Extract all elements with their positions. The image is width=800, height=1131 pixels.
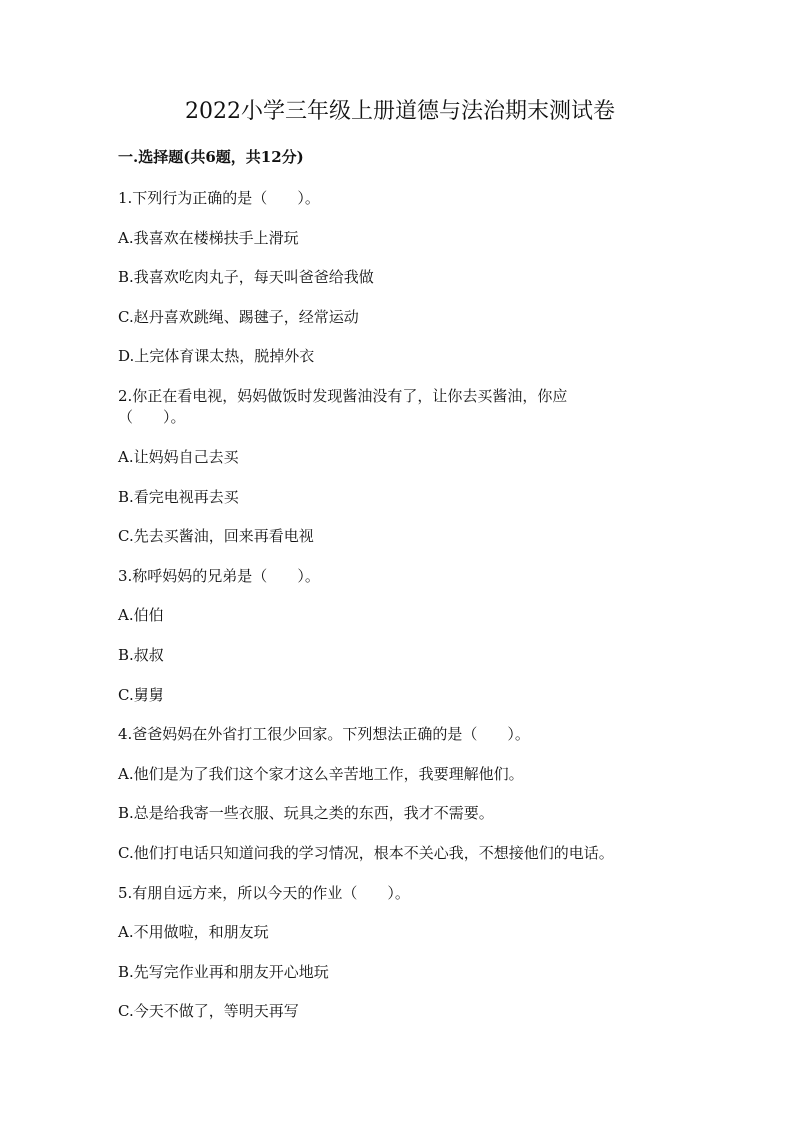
question-4-option-a: A.他们是为了我们这个家才这么辛苦地工作，我要理解他们。 (118, 765, 524, 783)
page-title: 2022小学三年级上册道德与法治期末测试卷 (185, 99, 615, 124)
question-5-stem: 5.有朋自远方来，所以今天的作业（ ）。 (118, 884, 410, 902)
question-3-stem: 3.称呼妈妈的兄弟是（ ）。 (118, 567, 320, 585)
question-2-stem: 2.你正在看电视，妈妈做饭时发现酱油没有了，让你去买酱油，你应 (118, 387, 568, 405)
question-4-option-c: C.他们打电话只知道问我的学习情况，根本不关心我，不想接他们的电话。 (118, 844, 614, 862)
question-3-option-b: B.叔叔 (118, 646, 164, 664)
question-5-option-c: C.今天不做了，等明天再写 (118, 1002, 299, 1020)
question-5-option-a: A.不用做啦，和朋友玩 (118, 923, 269, 941)
question-4-option-b: B.总是给我寄一些衣服、玩具之类的东西，我才不需要。 (118, 804, 494, 822)
question-1-option-d: D.上完体育课太热，脱掉外衣 (118, 347, 315, 365)
question-3-option-a: A.伯伯 (118, 606, 164, 624)
question-1-option-a: A.我喜欢在楼梯扶手上滑玩 (118, 229, 299, 247)
question-2-option-a: A.让妈妈自己去买 (118, 448, 239, 466)
question-2-stem-continued: （ ）。 (118, 408, 186, 426)
question-5-option-b: B.先写完作业再和朋友开心地玩 (118, 963, 329, 981)
question-3-option-c: C.舅舅 (118, 686, 164, 704)
question-2-option-b: B.看完电视再去买 (118, 488, 239, 506)
question-2-option-c: C.先去买酱油，回来再看电视 (118, 527, 314, 545)
section-header: 一.选择题(共6题，共12分) (118, 148, 304, 166)
question-1-option-b: B.我喜欢吃肉丸子，每天叫爸爸给我做 (118, 268, 374, 286)
question-1-stem: 1.下列行为正确的是（ ）。 (118, 189, 320, 207)
question-4-stem: 4.爸爸妈妈在外省打工很少回家。下列想法正确的是（ ）。 (118, 725, 530, 743)
question-1-option-c: C.赵丹喜欢跳绳、踢毽子，经常运动 (118, 308, 359, 326)
